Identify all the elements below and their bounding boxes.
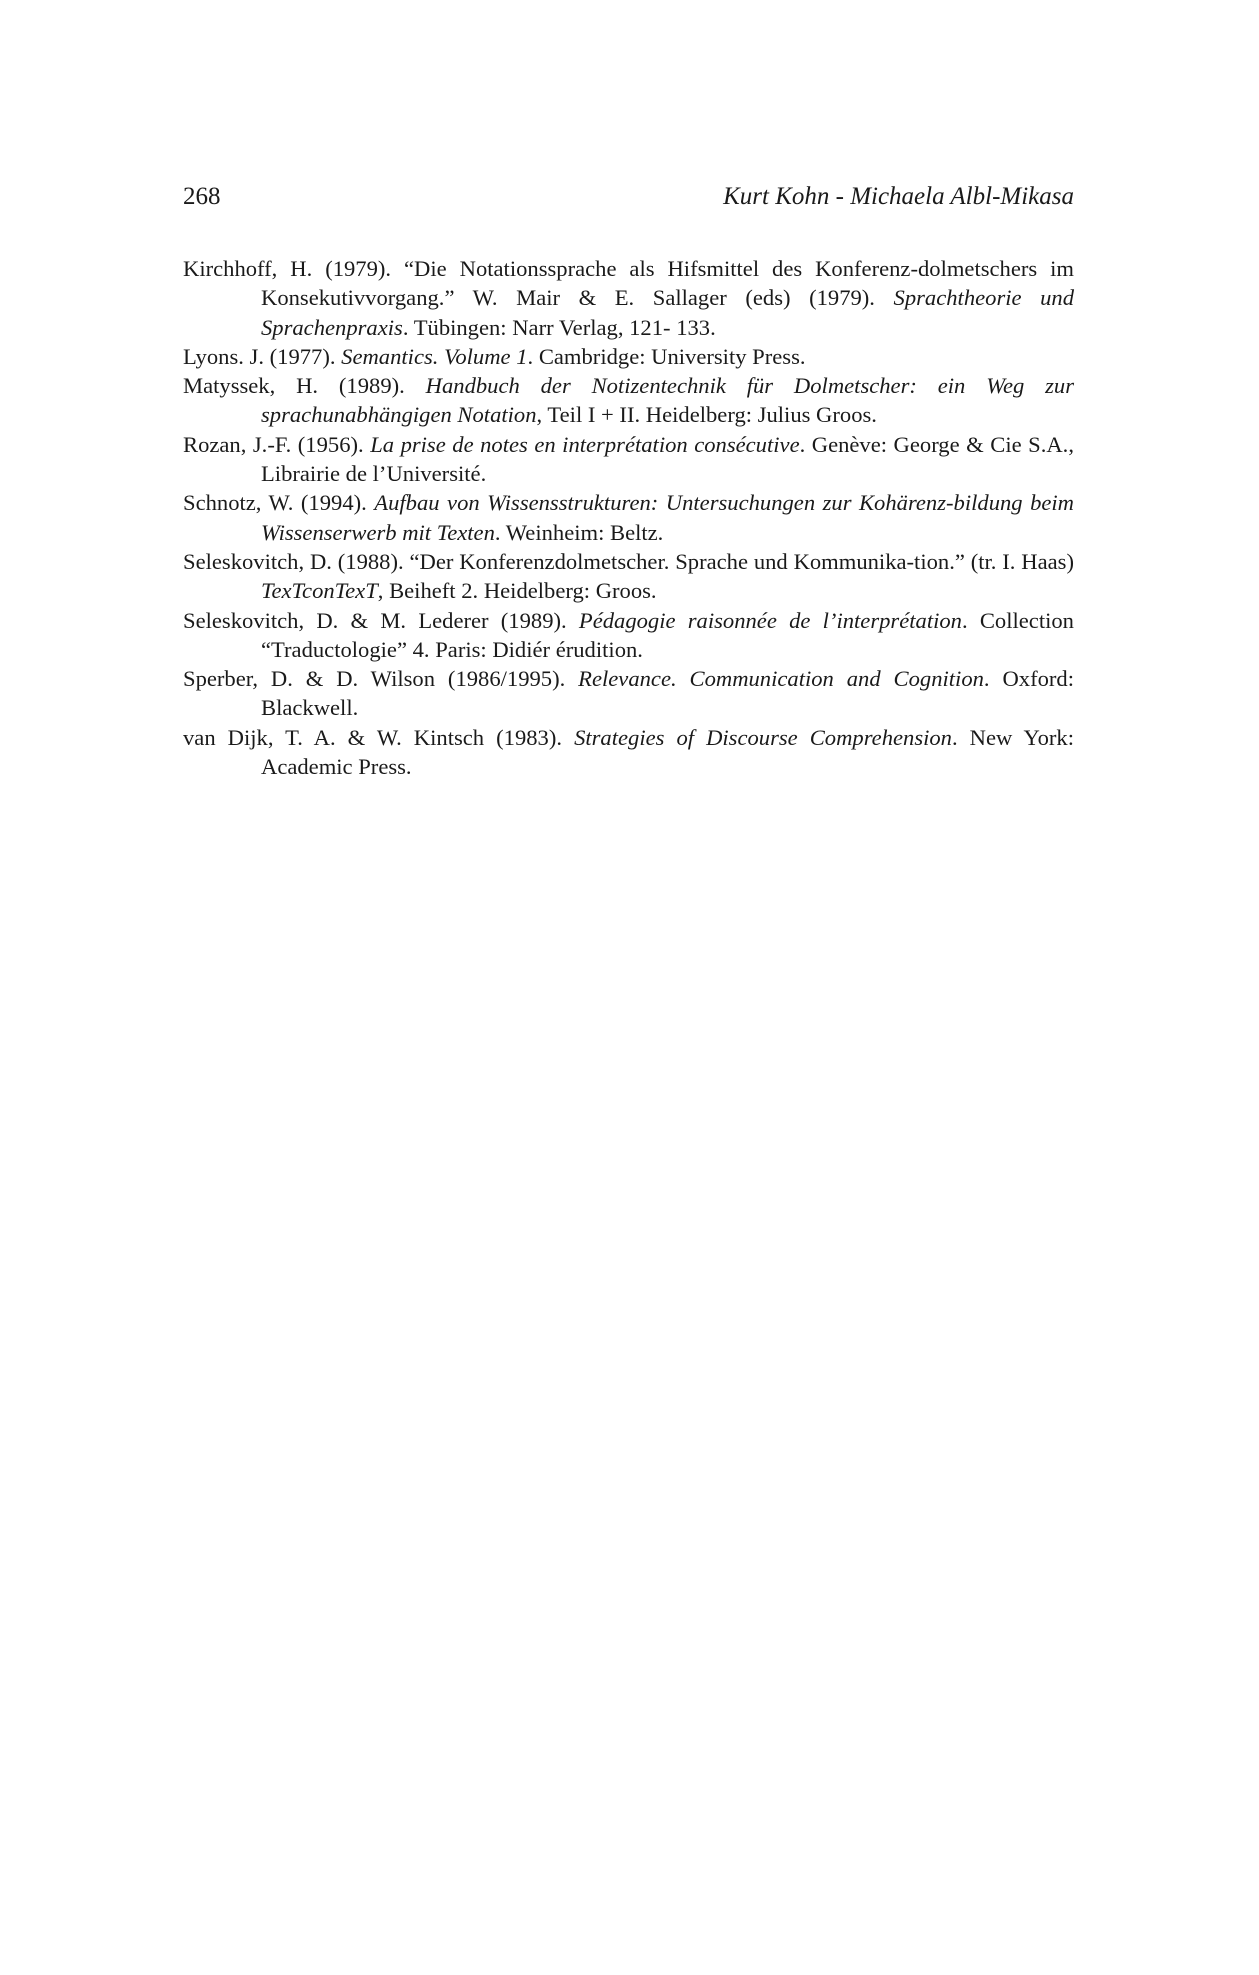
reference-authors-year: Lyons. J. (1977). [183, 343, 342, 369]
reference-entry [183, 664, 1074, 723]
reference-entry [183, 254, 1074, 342]
reference-entry [183, 430, 1074, 489]
reference-entry [183, 371, 1074, 430]
reference-entry [183, 342, 1074, 371]
reference-list [183, 254, 1074, 781]
reference-publisher: . Weinheim: Beltz. [494, 519, 664, 545]
reference-entry [183, 606, 1074, 665]
reference-publisher: , Beiheft 2. Heidelberg: Groos. [377, 578, 657, 604]
reference-title: Handbuch der Notizentechnik für Dolmetscher: ein Weg zur sprachunabhängigen Notation [261, 373, 1075, 428]
reference-entry [183, 723, 1074, 782]
reference-publisher: . Collection “Traductologie” 4. Paris: Didiér érudition. [261, 607, 1074, 662]
reference-publisher: . Tübingen: Narr Verlag, 121- 133. [402, 314, 716, 340]
reference-publisher: , Teil I + II. Heidelberg: Julius Groos. [536, 402, 877, 428]
reference-title: TexTconTexT [261, 578, 378, 604]
reference-entry [183, 488, 1074, 547]
page-header [183, 183, 1074, 219]
reference-authors-year: Kirchhoff, H. (1979). “Die Notationssprache als Hifsmittel des Konferenz-dolmetschers im Konsekutivvorgang.” W. Mair & E. Sallager (eds) (1979). [183, 256, 1074, 311]
reference-title: Relevance. Communication and Cognition [578, 666, 984, 692]
reference-title: Sprachtheorie und Sprachenpraxis [261, 285, 1074, 340]
reference-publisher: . New York: Academic Press. [261, 724, 1074, 780]
reference-authors-year: Rozan, J.-F. (1956). [183, 431, 371, 457]
reference-title: Strategies of Discourse Comprehension [574, 724, 952, 750]
reference-authors-year: Seleskovitch, D. & M. Lederer (1989). [183, 607, 579, 633]
reference-title: La prise de notes en interprétation consécutive [370, 431, 800, 457]
reference-title: Aufbau von Wissensstrukturen: Untersuchungen zur Kohärenz-bildung beim Wissenserwerb mit Texten [261, 490, 1074, 545]
reference-title: Pédagogie raisonnée de l’interprétation [578, 607, 962, 633]
reference-authors-year: Schnotz, W. (1994). [183, 490, 375, 516]
reference-publisher: . Cambridge: University Press. [527, 343, 806, 369]
page-number: 268 [183, 183, 221, 210]
reference-authors-year: Matyssek, H. (1989). [183, 373, 426, 399]
running-head: Kurt Kohn - Michaela Albl-Mikasa [723, 183, 1074, 210]
reference-publisher: . Genève: George & Cie S.A., Librairie de l’Université. [261, 431, 1074, 487]
reference-authors-year: Sperber, D. & D. Wilson (1986/1995). [183, 666, 579, 692]
reference-authors-year: Seleskovitch, D. (1988). “Der Konferenzdolmetscher. Sprache und Kommunika-tion.” (tr. I. Haas) [183, 548, 1074, 574]
reference-publisher: . Oxford: Blackwell. [261, 666, 1074, 721]
reference-authors-year: van Dijk, T. A. & W. Kintsch (1983). [183, 724, 575, 750]
reference-title: Semantics. Volume 1 [341, 343, 528, 369]
reference-entry [183, 547, 1074, 606]
